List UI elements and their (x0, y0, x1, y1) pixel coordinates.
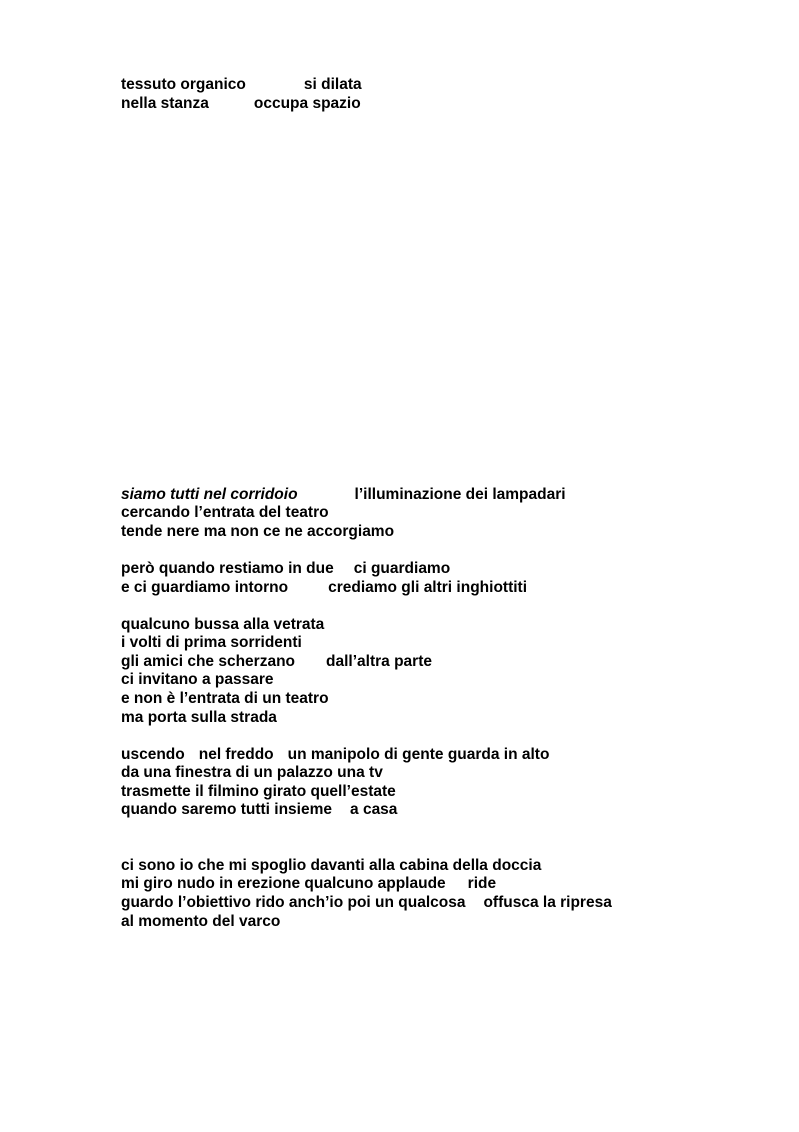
poem-phrase: però quando restiamo in due (121, 560, 334, 577)
poem-phrase: offusca la ripresa (483, 894, 612, 911)
poem-line: trasmette il filmino girato quell’estate (121, 783, 396, 800)
poem-line (121, 486, 566, 504)
poem-line (121, 894, 612, 912)
poem-phrase-italic: siamo tutti nel corridoio (121, 486, 298, 503)
poem-line: ma porta sulla strada (121, 709, 277, 726)
poem-phrase: guardo l’obiettivo rido anch’io poi un qualcosa (121, 894, 466, 911)
poem-line: al momento del varco (121, 913, 281, 930)
poem-phrase: e ci guardiamo intorno (121, 579, 289, 596)
poem-line (121, 653, 432, 671)
poem-phrase: ci guardiamo (353, 560, 451, 577)
poem-line: ci invitano a passare (121, 671, 274, 688)
poem-line: cercando l’entrata del teatro (121, 504, 329, 521)
poem-line: qualcuno bussa alla vetrata (121, 616, 325, 633)
poem-phrase: tessuto organico (121, 76, 246, 93)
poem-phrase: mi giro nudo in erezione qualcuno applaude (121, 875, 446, 892)
poem-line: ci sono io che mi spoglio davanti alla cabina della doccia (121, 857, 542, 874)
poem-line: da una finestra di un palazzo una tv (121, 764, 383, 781)
poem-line (121, 560, 450, 578)
poem-phrase: nel freddo (198, 746, 274, 763)
poem-phrase: uscendo (121, 746, 185, 763)
poem-phrase: l’illuminazione dei lampadari (354, 486, 566, 503)
poem-phrase: occupa spazio (253, 95, 361, 112)
poem-line (121, 76, 362, 94)
poem-line: i volti di prima sorridenti (121, 634, 302, 651)
poem-phrase: gli amici che scherzano (121, 653, 296, 670)
poem-phrase: nella stanza (121, 95, 209, 112)
poem-line (121, 801, 397, 819)
poem-line (121, 95, 361, 113)
poem-line (121, 746, 549, 764)
poem-line: tende nere ma non ce ne accorgiamo (121, 523, 395, 540)
poem-phrase: un manipolo di gente guarda in alto (287, 746, 550, 763)
poem-line (121, 579, 527, 597)
poem-line (121, 875, 496, 893)
poem-phrase: crediamo gli altri inghiottiti (328, 579, 528, 596)
poem-phrase: a casa (350, 801, 398, 818)
poem-line: e non è l’entrata di un teatro (121, 690, 329, 707)
poem-phrase: si dilata (303, 76, 362, 93)
poem-phrase: ride (467, 875, 497, 892)
poem-phrase: quando saremo tutti insieme (121, 801, 333, 818)
poem-phrase: dall’altra parte (326, 653, 432, 670)
